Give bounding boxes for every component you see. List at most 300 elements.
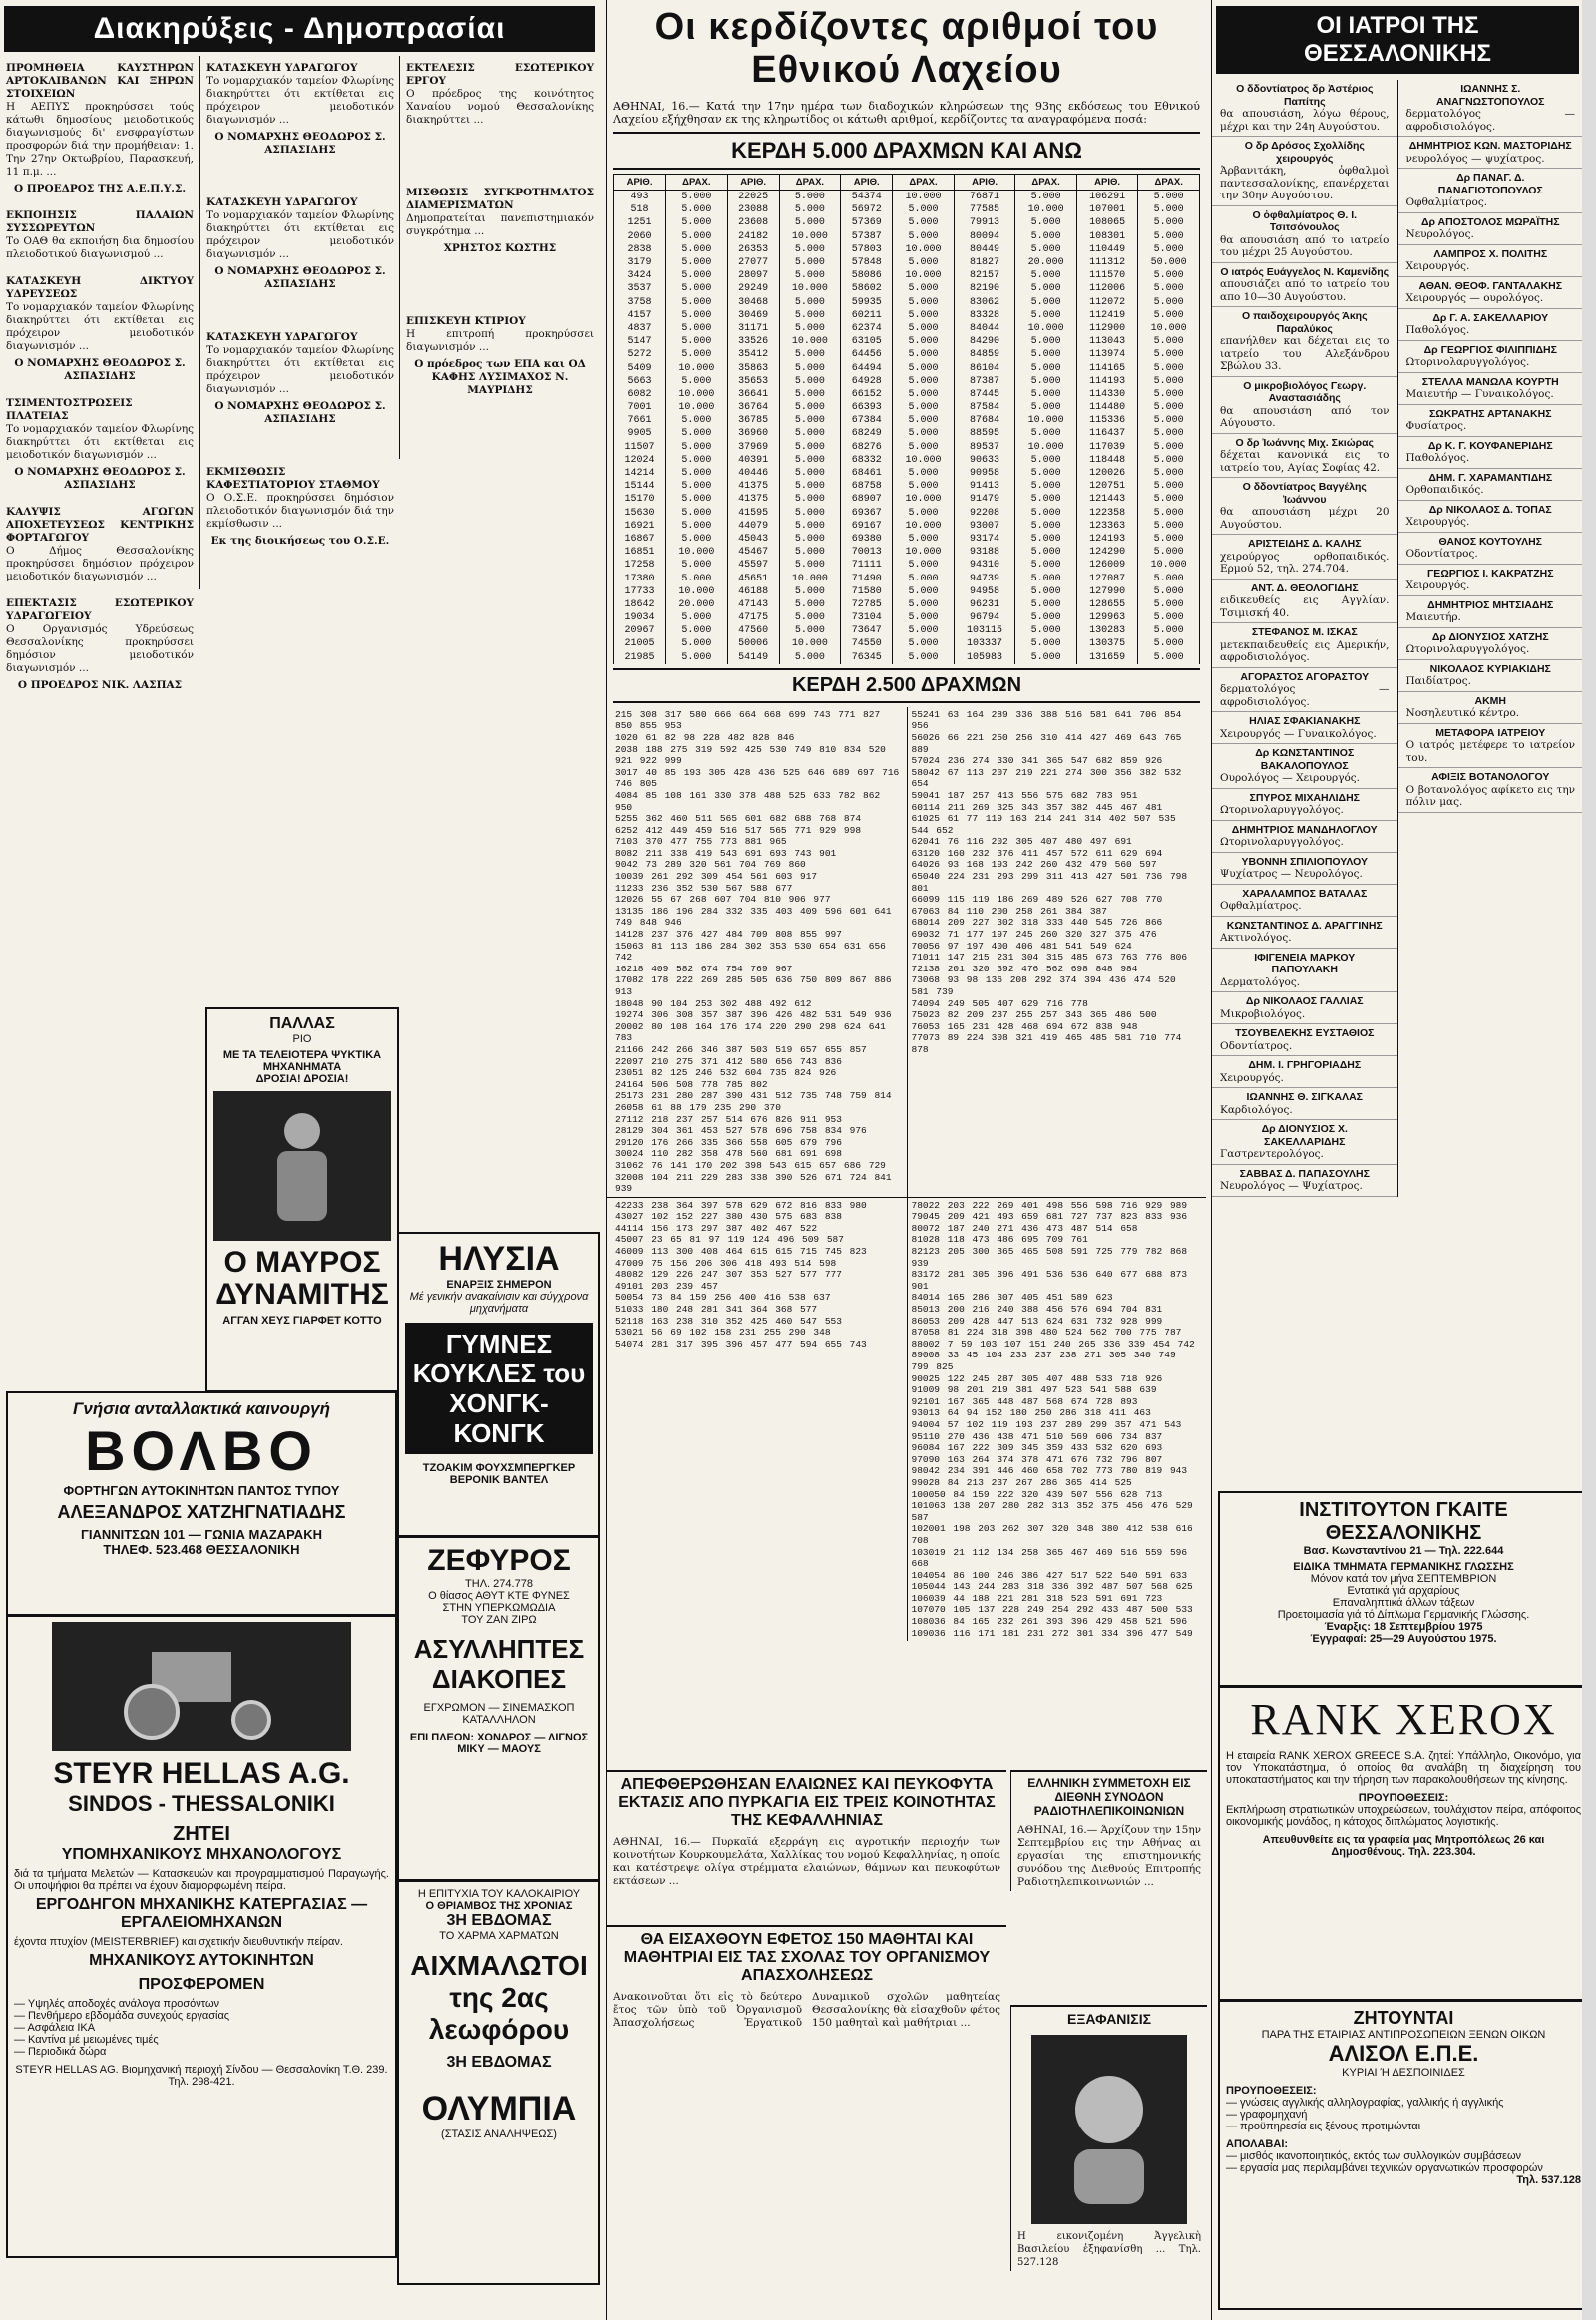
ticket-number: 16867	[614, 533, 666, 546]
prize-amount: 5.000	[1015, 230, 1077, 243]
prize-amount: 10.000	[666, 546, 728, 559]
prize-amount: 10.000	[666, 361, 728, 374]
notice-item	[206, 196, 394, 291]
prize-amount: 5.000	[666, 309, 728, 322]
ticket-number: 15144	[614, 480, 666, 493]
doctor-listing	[1212, 307, 1397, 377]
ticket-number: 5409	[614, 361, 666, 374]
doctor-name: ΑΦΙΞΙΣ ΒΟΤΑΝΟΛΟΓΟΥ	[1431, 771, 1550, 783]
prize-amount: 5.000	[1138, 651, 1200, 664]
table-row	[614, 572, 1200, 584]
notice-item	[206, 331, 394, 426]
ticket-number: 28097	[727, 269, 779, 282]
prize-amount: 5.000	[1015, 520, 1077, 533]
number-line: 84014 165 286 307 405 451 589 623	[911, 1292, 1113, 1304]
number-line: 31062 76 141 170 202 398 543 615 657 686 729	[615, 1159, 886, 1171]
ad-line: ΣΤΗΝ ΥΠΕΡΚΩΜΩΔΙΑ	[442, 1602, 556, 1614]
ticket-number: 81827	[954, 256, 1015, 269]
doctor-name: ΣΠΥΡΟΣ ΜΙΧΑΗΛΙΔΗΣ	[1249, 791, 1360, 804]
prize-amount: 10.000	[779, 572, 841, 584]
doctor-details: Ωτορινολαρυγγολόγος.	[1220, 836, 1344, 848]
ticket-number: 17733	[614, 585, 666, 598]
ad-line: ΥΠΟΜΗΧΑΝΙΚΟΥΣ ΜΗΧΑΝΟΛΟΓΟΥΣ	[61, 1846, 342, 1863]
column-header: ΔΡΑΧ.	[779, 175, 841, 191]
table-row	[614, 309, 1200, 322]
ticket-number: 90958	[954, 467, 1015, 480]
portrait-icon	[1054, 2055, 1164, 2204]
number-line: 73068 93 98 136 208 292 374 394 436 474 520 581 739	[911, 974, 1176, 997]
prize-amount: 5.000	[1138, 520, 1200, 533]
notice-body: Το νομαρχιακόν ταμείον Φλωρίνης διακηρύττει ότι εκτίθεται εις μειοδοτικόν διαγωνισμόν ...	[6, 423, 194, 461]
ticket-number: 35863	[727, 361, 779, 374]
number-line: 75023 82 209 237 255 257 343 365 486 500	[911, 1009, 1157, 1021]
small-prizes-right	[907, 707, 1203, 1197]
doctor-name: ΔΗΜΗΤΡΙΟΣ ΜΑΝΔΗΛΟΓΛΟΥ	[1231, 823, 1378, 836]
prize-amount: 5.000	[779, 309, 841, 322]
table-row	[614, 361, 1200, 374]
ticket-number: 86104	[954, 361, 1015, 374]
prize-amount: 5.000	[666, 230, 728, 243]
doctor-name: ΙΩΑΝΝΗΣ Σ. ΑΝΑΓΝΩΣΤΟΠΟΥΛΟΣ	[1436, 83, 1545, 108]
ticket-number: 108065	[1076, 216, 1138, 229]
film-title: ΑΣΥΛΛΗΠΤΕΣ ΔΙΑΚΟΠΕΣ	[413, 1634, 585, 1694]
doctor-listing	[1398, 213, 1584, 245]
number-line: 85013 200 216 240 388 456 576 694 704 831	[911, 1304, 1163, 1316]
ticket-number: 40446	[727, 467, 779, 480]
prize-amount: 5.000	[666, 480, 728, 493]
ad-line: Έναρξις: 18 Σεπτεμβρίου 1975	[1324, 1621, 1483, 1633]
column-header: ΑΡΙΘ.	[1076, 175, 1138, 191]
ad-line: — προϋπηρεσία εις ξένους προτιμώνται	[1226, 2121, 1421, 2132]
ad-line: Μέ γενικήν ανακαίνισιν και σύγχρονα μηχανήματα	[409, 1291, 589, 1315]
ad-head: Γνήσια ανταλλακτικά καινουργή	[73, 1399, 330, 1418]
doctor-details: Ουρολόγος — Χειρουργός.	[1220, 772, 1361, 784]
notice-body: Το νομαρχιακόν ταμείον Φλωρίνης διακηρύττει ότι εκτίθεται εις πρόχειρον μειοδοτικόν διαγωνισμόν ...	[6, 301, 194, 352]
ad-brand: ΑΛΙΣΟΛ Ε.Π.Ε.	[1328, 2041, 1479, 2066]
ticket-number: 69367	[841, 507, 893, 520]
number-line: 79045 209 421 493 659 681 727 737 823 833 936	[911, 1211, 1188, 1223]
number-line: 13135 186 196 284 332 335 403 409 596 601 641 749 848 946	[615, 905, 892, 929]
doctor-listing	[1398, 628, 1584, 660]
prize-amount: 5.000	[1015, 454, 1077, 467]
ad-line: ΑΛΕΞΑΝΔΡΟΣ ΧΑΤΖΗΓΝΑΤΙΑΔΗΣ	[57, 1502, 346, 1522]
ticket-number: 127990	[1076, 585, 1138, 598]
ticket-number: 57387	[841, 230, 893, 243]
ticket-number: 94958	[954, 585, 1015, 598]
doctors-col-1	[1212, 80, 1397, 1197]
prize-amount: 10.000	[1015, 441, 1077, 454]
ticket-number: 44079	[727, 520, 779, 533]
prize-amount: 5.000	[666, 520, 728, 533]
doctor-name: Δρ ΓΕΩΡΓΙΟΣ ΦΙΛΙΠΠΙΔΗΣ	[1423, 343, 1557, 356]
doctor-details: Οφθαλμίατρος.	[1405, 196, 1488, 208]
number-line: 30024 110 282 358 478 560 681 691 698	[615, 1148, 842, 1160]
prize-amount: 5.000	[779, 559, 841, 572]
prize-amount: 5.000	[893, 256, 955, 269]
doctor-details: Νευρολόγος.	[1405, 228, 1474, 240]
number-line: 100050 84 159 222 320 439 507 556 628 713	[911, 1488, 1163, 1500]
number-line: 92101 167 365 448 487 568 674 728 893	[911, 1395, 1138, 1407]
prize-amount: 10.000	[779, 335, 841, 348]
prize-amount: 5.000	[893, 216, 955, 229]
prize-amount: 5.000	[1138, 401, 1200, 414]
ticket-number: 103115	[954, 624, 1015, 637]
notice-list	[400, 56, 599, 459]
prize-amount: 5.000	[1138, 533, 1200, 546]
prize-amount: 5.000	[1138, 243, 1200, 256]
ticket-number: 21005	[614, 637, 666, 650]
prize-amount: 5.000	[666, 256, 728, 269]
ad-brand: ΒΟΛΒΟ	[85, 1419, 318, 1482]
ticket-number: 5663	[614, 375, 666, 388]
ticket-number: 121443	[1076, 493, 1138, 506]
ad-line: — γραφομηχανή	[1226, 2109, 1308, 2121]
doctor-details: χειρούργος ορθοπαιδικός. Ερμού 52, τηλ. 274.704.	[1220, 550, 1390, 575]
prize-amount: 5.000	[666, 322, 728, 335]
doctor-name: ΣΤΕΦΑΝΟΣ Μ. ΙΣΚΑΣ	[1251, 626, 1358, 638]
notice-list	[0, 56, 200, 708]
number-line: 77073 89 224 308 321 419 465 485 581 710 774 878	[911, 1032, 1182, 1055]
doctor-listing	[1212, 1088, 1397, 1120]
ad-head: ΖΗΤΟΥΝΤΑΙ	[1353, 2008, 1454, 2028]
film-cast: ΑΓΓΑΝ ΧΕΥΣ ΓΙΑΡΦΕΤ ΚΟΤΤΟ	[222, 1315, 382, 1327]
notice-body: Το ΟΑΘ θα εκποιήση δια δημοσίου πλειοδοτικού διαγωνισμού ...	[6, 235, 194, 260]
prize-amount: 5.000	[779, 256, 841, 269]
ticket-number: 3424	[614, 269, 666, 282]
ad-line: ΠΡΟΣΦΕΡΟΜΕΝ	[138, 1976, 265, 1993]
prize-amount: 5.000	[779, 546, 841, 559]
ticket-number: 16921	[614, 520, 666, 533]
film-title: Ο ΜΑΥΡΟΣ ΔΥΝΑΜΙΤΗΣ	[215, 1246, 389, 1311]
ticket-number: 68276	[841, 441, 893, 454]
column-header: ΑΡΙΘ.	[954, 175, 1015, 191]
number-line: 10039 261 292 309 454 561 603 917	[615, 871, 818, 883]
number-line: 16218 409 582 674 754 769 967	[615, 963, 793, 974]
prize-amount: 5.000	[779, 296, 841, 309]
doctor-name: ΑΓΟΡΑΣΤΟΣ ΑΓΟΡΑΣΤΟΥ	[1240, 670, 1370, 683]
ticket-number: 47143	[727, 598, 779, 611]
number-line: 27112 218 237 257 514 676 826 911 953	[615, 1113, 842, 1125]
number-line: 102001 198 203 262 307 320 348 380 412 538 616 708	[911, 1523, 1193, 1546]
missing-person-notice	[1010, 2005, 1207, 2271]
ticket-number: 36785	[727, 414, 779, 427]
number-line: 4084 85 108 161 330 378 488 525 633 782 862 950	[615, 789, 881, 813]
number-line: 103019 21 112 134 258 365 467 469 516 559 596 668	[911, 1546, 1188, 1570]
doctor-details: Παθολόγος.	[1405, 452, 1470, 464]
ticket-number: 11507	[614, 441, 666, 454]
prize-amount: 5.000	[1138, 585, 1200, 598]
number-line: 9042 73 289 320 561 704 769 860	[615, 859, 806, 871]
number-line: 81028 118 473 486 695 709 761	[911, 1234, 1088, 1246]
ad-line: ΓΙΑΝΝΙΤΣΩΝ 101 — ΓΩΝΙΑ ΜΑΖΑΡΑΚΗ	[81, 1527, 322, 1542]
prize-amount: 5.000	[1015, 361, 1077, 374]
doctor-details: Οφθαλμίατρος.	[1220, 900, 1302, 912]
doctor-details: Παιδίατρος.	[1405, 675, 1471, 687]
prize-amount: 5.000	[779, 401, 841, 414]
prize-amount: 5.000	[666, 533, 728, 546]
ad-line: ΕΝΑΡΞΙΣ ΣΗΜΕΡΟΝ	[446, 1279, 552, 1291]
ticket-number: 41375	[727, 480, 779, 493]
prize-amount: 5.000	[1015, 533, 1077, 546]
number-line: 59041 187 257 413 556 575 682 783 951	[911, 789, 1138, 801]
number-line: 82123 205 300 365 465 508 591 725 779 782 868 939	[911, 1246, 1188, 1269]
prize-amount: 5.000	[893, 427, 955, 440]
notice-body: Ο Δήμος Θεσσαλονίκης προκηρύσσει δημόσιον πρόχειρον μειοδοτικόν διαγωνισμόν ...	[6, 545, 194, 582]
ticket-number: 76345	[841, 651, 893, 664]
cinema-name: ΠΑΛΛΑΣ	[269, 1015, 335, 1032]
ticket-number: 89537	[954, 441, 1015, 454]
ad-line: Εντατικά γιά αρχαρίους	[1347, 1585, 1460, 1597]
doctor-name: ΥΒΟΝΝΗ ΣΠΙΛΙΟΠΟΥΛΟΥ	[1241, 855, 1368, 868]
ticket-number: 57848	[841, 256, 893, 269]
prize-amount: 5.000	[1138, 388, 1200, 401]
number-line: 66099 115 119 186 269 489 526 627 708 770	[911, 894, 1163, 906]
prize-amount: 5.000	[666, 441, 728, 454]
number-line: 69032 71 177 197 245 260 320 327 375 476	[911, 929, 1157, 941]
ticket-number: 114165	[1076, 361, 1138, 374]
table-row	[614, 546, 1200, 559]
notice-title: ΚΑΤΑΣΚΕΥΗ ΥΔΡΑΓΩΓΟΥ	[206, 62, 358, 74]
ticket-number: 3537	[614, 282, 666, 295]
notice-title: ΠΡΟΜΗΘΕΙΑ ΚΑΥΣΤΗΡΩΝ ΑΡΤΟΚΛΙΒΑΝΩΝ ΚΑΙ ΞΗΡΩΝ ΣΤΟΙΧΕΙΩΝ	[6, 62, 194, 100]
lottery-section-heading: ΚΕΡΔΗ 5.000 ΔΡΑΧΜΩΝ ΚΑΙ ΑΝΩ	[613, 132, 1200, 170]
prize-amount: 5.000	[779, 507, 841, 520]
prize-amount: 5.000	[893, 230, 955, 243]
olympia-cinema-ad	[397, 1880, 600, 2285]
prize-amount: 5.000	[1015, 493, 1077, 506]
prize-amount: 20.000	[1015, 256, 1077, 269]
prize-amount: 5.000	[666, 335, 728, 348]
notice-item	[406, 187, 594, 255]
doctor-name: ΣΑΒΒΑΣ Δ. ΠΑΠΑΣΟΥΛΗΣ	[1239, 1167, 1370, 1180]
notice-title: ΜΙΣΘΩΣΙΣ ΣΥΓΚΡΟΤΗΜΑΤΟΣ ΔΙΑΜΕΡΙΣΜΑΤΩΝ	[406, 187, 594, 211]
notice-title: ΕΚΠΟΙΗΣΙΣ ΠΑΛΑΙΩΝ ΣΥΣΣΩΡΕΥΤΩΝ	[6, 209, 194, 234]
prize-amount: 5.000	[1015, 309, 1077, 322]
prize-amount: 5.000	[1138, 441, 1200, 454]
prize-amount: 5.000	[666, 467, 728, 480]
number-line: 17082 178 222 269 285 505 636 750 809 867 886 913	[615, 974, 892, 997]
ticket-number: 45467	[727, 546, 779, 559]
number-line: 93013 64 94 152 180 250 286 318 411 463	[911, 1407, 1151, 1419]
number-line: 99028 84 213 237 267 286 365 414 525	[911, 1476, 1132, 1488]
prize-amount: 5.000	[893, 348, 955, 361]
film-title: ΓΥΜΝΕΣ ΚΟΥΚΛΕΣ του ΧΟΝΓΚ-ΚΟΝΓΚ	[405, 1323, 593, 1454]
number-line: 94004 57 102 119 193 237 289 299 357 471 543	[911, 1418, 1182, 1430]
doctor-name: Ο δδοντίατρος δρ Ἀστέριος Παπίτης	[1236, 83, 1374, 108]
number-line: 28129 304 361 453 527 578 696 758 834 976	[615, 1125, 867, 1137]
ticket-number: 87684	[954, 414, 1015, 427]
prize-amount: 5.000	[1138, 507, 1200, 520]
ticket-number: 108301	[1076, 230, 1138, 243]
prize-amount: 5.000	[666, 375, 728, 388]
prize-amount: 5.000	[1015, 559, 1077, 572]
prize-amount: 5.000	[1138, 375, 1200, 388]
table-row	[614, 388, 1200, 401]
table-row	[614, 454, 1200, 467]
ticket-number: 114480	[1076, 401, 1138, 414]
ticket-number: 68907	[841, 493, 893, 506]
doctor-listing	[1212, 885, 1397, 917]
prize-amount: 5.000	[1138, 454, 1200, 467]
doctor-listing	[1398, 437, 1584, 469]
doctor-name: Δρ Γ. Α. ΣΑΚΕΛΛΑΡΙΟΥ	[1432, 311, 1549, 324]
prize-amount: 5.000	[893, 296, 955, 309]
prize-amount: 5.000	[779, 216, 841, 229]
table-row	[614, 585, 1200, 598]
ticket-number: 23088	[727, 203, 779, 216]
doctor-details: θα απουσιάση από το ιατρείο του μέχρι 25 Αυγούστου.	[1220, 233, 1390, 258]
ticket-number: 103337	[954, 637, 1015, 650]
ticket-number: 82190	[954, 282, 1015, 295]
doctor-details: Χειρουργός.	[1405, 260, 1470, 272]
prize-amount: 5.000	[893, 388, 955, 401]
table-row	[614, 441, 1200, 454]
doctor-listing	[1398, 596, 1584, 628]
prize-amount: 5.000	[1138, 203, 1200, 216]
prize-amount: 5.000	[666, 611, 728, 624]
cinema-name: ΗΛΥΣΙΑ	[438, 1240, 560, 1278]
ad-line: — εργασία μας περιλαμβάνει τεχνικών οργανωτικών προσφορών	[1226, 2162, 1543, 2174]
notices-section	[0, 0, 598, 2320]
ticket-number: 71111	[841, 559, 893, 572]
doctor-listing	[1398, 692, 1584, 724]
notice-signature: Ο ΝΟΜΑΡΧΗΣ ΘΕΟΔΩΡΟΣ Σ. ΑΣΠΑΣΙΔΗΣ	[14, 466, 186, 491]
table-row	[614, 243, 1200, 256]
prize-amount: 5.000	[779, 441, 841, 454]
prize-amount: 5.000	[779, 520, 841, 533]
column-header: ΔΡΑΧ.	[1138, 175, 1200, 191]
pallas-cinema-ad	[205, 1007, 399, 1392]
number-line: 32008 104 211 229 283 338 390 526 671 724 841 939	[615, 1171, 892, 1195]
ticket-number: 120751	[1076, 480, 1138, 493]
ad-line: Η ΕΠΙΤΥΧΙΑ ΤΟΥ ΚΑΛΟΚΑΙΡΙΟΥ	[417, 1888, 581, 1900]
ticket-number: 106291	[1076, 191, 1138, 204]
ticket-number: 36764	[727, 401, 779, 414]
doctor-details: Μαιευτήρ.	[1405, 611, 1461, 623]
prize-amount: 50.000	[1138, 256, 1200, 269]
ticket-number: 15170	[614, 493, 666, 506]
ticket-number: 22025	[727, 191, 779, 204]
table-row	[614, 216, 1200, 229]
doctor-details: ειδικευθείς εις Αγγλίαν. Τσιμισκή 40.	[1220, 594, 1390, 619]
doctor-details: Χειρουργός — ουρολόγος.	[1405, 292, 1544, 304]
ticket-number: 37969	[727, 441, 779, 454]
doctor-listing	[1212, 744, 1397, 789]
column-header: ΔΡΑΧ.	[666, 175, 728, 191]
doctor-details: Ψυχίατρος — Νευρολόγος.	[1220, 868, 1363, 880]
small-prizes-2	[607, 1197, 1206, 1642]
prize-amount: 5.000	[1015, 637, 1077, 650]
notice-body: Το νομαρχιακόν ταμείον Φλωρίνης διακηρύττει ότι εκτίθεται εις πρόχειρον μειοδοτικόν διαγωνισμόν ...	[206, 344, 394, 395]
notice-body: Δημοπρατείται πανεπιστημιακόν συγκρότημα ...	[406, 212, 594, 237]
prize-amount: 5.000	[666, 572, 728, 584]
doctor-name: Ο ιατρός Ευάγγελος Ν. Καμενίδης	[1220, 265, 1390, 278]
doctor-details: Ακτινολόγος.	[1220, 932, 1292, 944]
goethe-institute-ad	[1218, 1491, 1589, 1687]
ticket-number: 111312	[1076, 256, 1138, 269]
doctor-listing	[1398, 501, 1584, 533]
doctor-details: απουσιάζει από το ιατρείο του απο 10—30 Αυγούστου.	[1220, 278, 1390, 303]
ad-line: Ο ΘΡΙΑΜΒΟΣ ΤΗΣ ΧΡΟΝΙΑΣ	[425, 1900, 573, 1912]
volvo-parts-ad	[6, 1391, 397, 1617]
doctor-name: ΑΘΑΝ. ΘΕΟΦ. ΓΑΝΤΑΛΑΚΗΣ	[1418, 279, 1563, 292]
ticket-number: 45651	[727, 572, 779, 584]
number-line: 83172 281 305 396 491 536 536 640 677 688 873 901	[911, 1269, 1188, 1292]
ticket-number: 68461	[841, 467, 893, 480]
prize-amount: 5.000	[779, 427, 841, 440]
table-row	[614, 401, 1200, 414]
prize-amount: 5.000	[666, 243, 728, 256]
notice-item	[206, 62, 394, 157]
doctor-details: Ωτορινολαρυγγολόγος.	[1405, 643, 1530, 655]
doctor-listing	[1398, 405, 1584, 437]
number-line: 5255 362 460 511 565 601 682 688 768 874	[615, 813, 862, 825]
prize-amount: 5.000	[893, 467, 955, 480]
small-prizes-left-cont: 42233 238 364 397 578 629 672 816 833 980 43027 102 152 227 380 430 575 683 838 44114 156 173 297 387 402 467 522 45007 23 65 81 97 119 124 496 509 587 46009 113 300 408 464 615 615 715 745 823 47009 75 156 206 306 418 493 514 598 48082 129 226 247 307 353 527 577 777 49101 203 239 457 50054 73 84 159 256 400 416 538 637 51033 180 248 281 341 364 368 577 52118 163 238 310 352 425 460 547 553 53021 56 69 102 158 231 255 290 348 54074 281 317 395 396 457 477 594 655 743	[615, 1199, 867, 1350]
prize-amount: 5.000	[666, 507, 728, 520]
column-header: ΑΡΙΘ.	[841, 175, 893, 191]
ad-contact: STEYR HELLAS AG. Βιομηχανική περιοχή Σίνδου — Θεσσαλονίκη Τ.Θ. 239. Τηλ. 298-421.	[15, 2064, 388, 2088]
cinema-name: ΟΛΥΜΠΙΑ	[421, 2090, 577, 2127]
prize-amount: 5.000	[1138, 282, 1200, 295]
doctor-name: ΗΛΙΑΣ ΣΦΑΚΙΑΝΑΚΗΣ	[1249, 715, 1361, 727]
prize-amount: 5.000	[1015, 388, 1077, 401]
number-line: 56026 66 221 250 256 310 414 427 469 643 765 889	[911, 731, 1182, 755]
prize-amount: 5.000	[1015, 611, 1077, 624]
ticket-number: 29249	[727, 282, 779, 295]
prize-amount: 5.000	[1138, 598, 1200, 611]
ticket-number: 36960	[727, 427, 779, 440]
number-line: 215 308 317 580 666 664 668 699 743 771 827 850 855 953	[615, 708, 881, 732]
ticket-number: 76871	[954, 191, 1015, 204]
doctor-details: Οδοντίατρος.	[1220, 1039, 1293, 1052]
table-row	[614, 507, 1200, 520]
prize-amount: 5.000	[893, 322, 955, 335]
ticket-number: 84859	[954, 348, 1015, 361]
notice-title: ΚΑΤΑΣΚΕΥΗ ΥΔΡΑΓΩΓΟΥ	[206, 196, 358, 208]
doctor-details: δερματολόγος — αφροδισιολόγος.	[1405, 108, 1575, 133]
prize-amount: 5.000	[779, 454, 841, 467]
ticket-number: 111570	[1076, 269, 1138, 282]
ticket-number: 30468	[727, 296, 779, 309]
number-line: 64026 93 168 193 242 260 432 479 560 597	[911, 859, 1157, 871]
ilysia-cinema-ad	[397, 1232, 600, 1537]
doctor-name: ΣΩΚΡΑΤΗΣ ΑΡΤΑΝΑΚΗΣ	[1429, 407, 1552, 420]
prize-amount: 5.000	[1015, 282, 1077, 295]
number-line: 89008 33 45 104 233 237 238 271 305 340 749 799 825	[911, 1350, 1176, 1372]
doctor-details: Δερματολόγος.	[1220, 975, 1301, 988]
ticket-number: 94310	[954, 559, 1015, 572]
ticket-number: 50006	[727, 637, 779, 650]
story-body: ΑΘΗΝΑΙ, 16.— Πυρκαϊά εξερράγη εις αγροτικήν περιοχήν των κοινοτήτων Κουρκουμελάτα, Χαλλίκας του νομού Κεφαλληνίας, η οποία και κατέστρεψε ολίγα στρέμματα ελαιώνων, θάμνων και πευκοφύτων εκτάσεων ...	[613, 1836, 1000, 1887]
notice-signature: Ο ΠΡΟΕΔΡΟΣ ΝΙΚ. ΛΑΣΠΑΣ	[17, 679, 183, 691]
ticket-number: 7661	[614, 414, 666, 427]
number-line: 104054 86 100 246 386 427 517 522 540 591 633	[911, 1569, 1188, 1581]
notice-item	[6, 397, 194, 492]
ticket-number: 54149	[727, 651, 779, 664]
ticket-number: 96231	[954, 598, 1015, 611]
number-line: 86053 209 428 447 513 624 631 732 928 999	[911, 1315, 1163, 1327]
ticket-number: 74550	[841, 637, 893, 650]
notice-signature: Ο ΝΟΜΑΡΧΗΣ ΘΕΟΔΩΡΟΣ Σ. ΑΣΠΑΣΙΔΗΣ	[214, 131, 386, 156]
number-line: 95110 270 436 438 471 510 569 606 734 837	[911, 1430, 1163, 1442]
ticket-number: 69380	[841, 533, 893, 546]
prize-amount: 5.000	[666, 651, 728, 664]
prize-amount: 5.000	[893, 335, 955, 348]
ticket-number: 124290	[1076, 546, 1138, 559]
prize-amount: 5.000	[1138, 348, 1200, 361]
prize-amount: 5.000	[893, 651, 955, 664]
